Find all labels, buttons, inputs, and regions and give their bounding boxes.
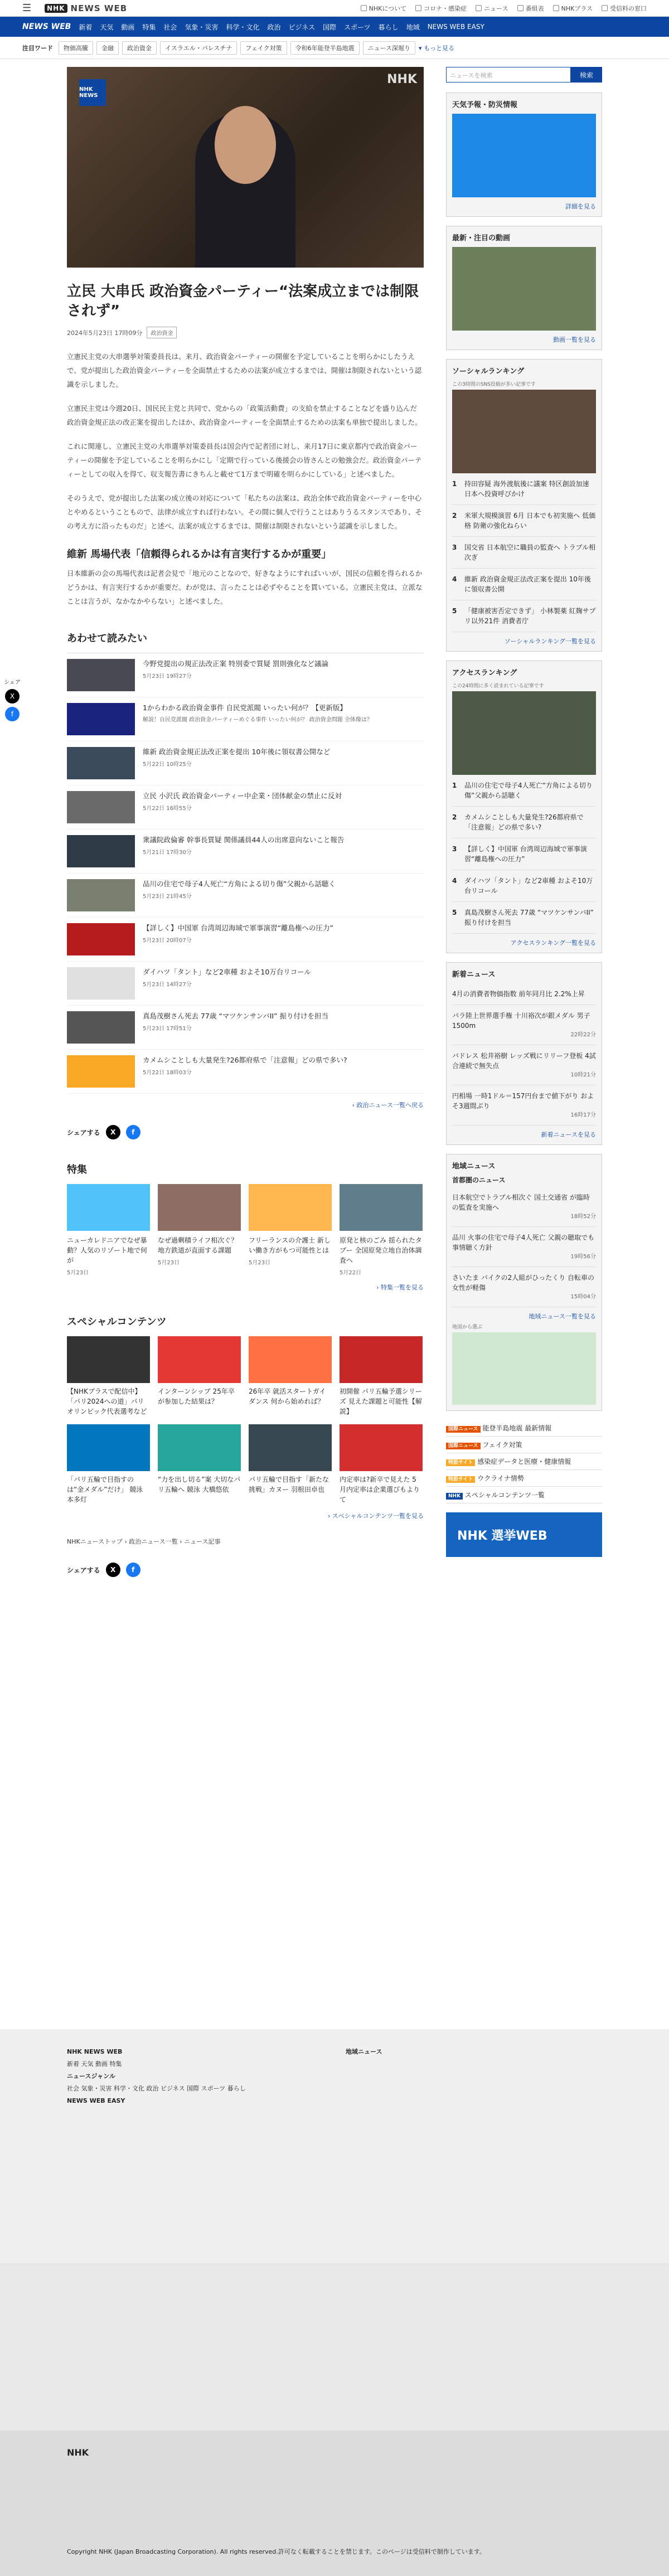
copyright: Copyright NHK (Japan Broadcasting Corporation). All rights reserved.許可なく転載することを禁じます。このページは受信料で制作しています。 <box>67 2548 486 2555</box>
related-list <box>67 653 424 1094</box>
search-input[interactable]: ニュースを検索 <box>446 67 571 83</box>
ranking-item[interactable]: 2 米軍大規模演習 6月 日本でも初実施へ 低価格 防衛の強化ねらい <box>452 505 596 537</box>
special-card[interactable]: パリ五輪で目指す「新たな挑戦」カヌー 羽根田卓也 <box>249 1424 332 1505</box>
nav-item[interactable]: 国際 <box>323 23 337 31</box>
election-banner[interactable]: NHK 選挙WEB <box>446 1512 602 1557</box>
top-link[interactable]: NHKについて <box>361 4 407 13</box>
nav-brand[interactable]: NEWS WEB <box>22 22 71 31</box>
top-link[interactable]: ニュース <box>476 4 508 13</box>
related-item[interactable]: 今野党提出の規正法改正案 特別委で質疑 罰則強化など議論 5月23日 19時27分 <box>67 653 424 697</box>
nav-item[interactable]: NEWS WEB EASY <box>427 23 484 31</box>
news-item[interactable]: バドレス 松井裕樹 レッズ戦にリリーフ登板 4試合連続で無失点 10時21分 <box>452 1045 596 1085</box>
ranking-item[interactable]: 3 国交省 日本航空に職員の監査へ トラブル相次ぎ <box>452 537 596 569</box>
nav-item[interactable]: 特集 <box>142 23 156 31</box>
news-more-link[interactable]: 新着ニュースを見る <box>541 1131 596 1138</box>
feature-card[interactable]: ニューカレドニアでなぜ暴動？人気のリゾート地で何が 5月23日 <box>67 1184 150 1276</box>
tag-link[interactable]: 特設サイト 感染症データと医療・健康情報 <box>446 1453 602 1470</box>
facebook-share-icon[interactable]: f <box>5 707 20 721</box>
article-paragraph: そのうえで、党が提出した法案の成立後の対応について「私たちの法案は、政治全体で政治資金パーティーを中心とやめるということもので、法律が成立すれば行わない。その間に個人で行うことはありうるスタンスであり、その考え方に沿ったものだ」と述べ、法案が成立するまでは、開催は制限されないという認識を示しました。 <box>67 494 422 531</box>
top-bar <box>0 0 669 17</box>
special-card[interactable]: 内定率は?新卒で見えた 5月内定率は企業選びもよりて <box>340 1424 423 1505</box>
article-paragraph: 立憲民主党の大串選挙対策委員長は、来月、政治資金パーティーの開催を予定していることを明らかにしたうえで、党が提出した政治資金パーティーを全面禁止するための法案が成立するまでは、開催は制限されないという認識を示しました。 <box>67 352 422 389</box>
special-card[interactable]: 26年卒 就活スタートガイダンス 何から始めれば？ <box>249 1336 332 1416</box>
related-more-link[interactable]: › 政治ニュース一覧へ戻る <box>352 1102 424 1109</box>
trending-chip[interactable]: 金融 <box>96 41 119 55</box>
special-more-link[interactable]: › スペシャルコンテンツ一覧を見る <box>327 1512 424 1520</box>
related-heading: あわせて読みたい <box>67 633 147 645</box>
ranking-item[interactable]: 1 品川の住宅で母子4人死亡“方角による切り傷”父親から話聴く <box>452 775 596 807</box>
tag-link[interactable]: NHK スペシャルコンテンツ一覧 <box>446 1487 602 1503</box>
related-item[interactable]: 真島茂樹さん死去 77歳 “マツケンサンバII” 振り付けを担当 5月23日 17時51分 <box>67 1006 424 1050</box>
article-date: 2024年5月23日 17時09分 <box>67 329 143 337</box>
nhk-logo: NHK <box>67 2447 89 2458</box>
news-item[interactable]: 日本航空でトラブル相次ぐ 国土交通省 が臨時の監査を実施へ 18時52分 <box>452 1187 596 1227</box>
special-card[interactable]: 「パリ五輪で目指すのは“金メダル”だけ」 競泳 本多灯 <box>67 1424 150 1505</box>
local-more-link[interactable]: 地域ニュース一覧を見る <box>529 1313 596 1320</box>
ranking-item[interactable]: 4 維新 政治資金規正法改正案を提出 10年後に領収書公開 <box>452 569 596 600</box>
trending-chip[interactable]: 令和6年能登半島地震 <box>290 41 360 55</box>
special-card[interactable]: 初開催 パリ五輪予選シリーズ 見えた課題と可能性【解説】 <box>340 1336 423 1416</box>
article-main <box>67 67 424 1593</box>
related-item[interactable]: 1からわかる政治資金事件 自民党派閥 いったい何が？【更新版】 解説！自民党派閥 政治資金パーティーめぐる事件 いったい何が？ 政治資金問題 全体像は？ <box>67 697 424 741</box>
x-share-icon[interactable]: X <box>5 689 20 704</box>
main-nav <box>0 17 669 37</box>
search-box <box>446 67 602 83</box>
features-more-link[interactable]: › 特集一覧を見る <box>376 1284 424 1292</box>
top-link[interactable]: コロナ・感染症 <box>415 4 467 13</box>
news-item[interactable]: 4月の消費者物価指数 前年同月比 2.2%上昇 <box>452 983 596 1005</box>
top-link[interactable]: 受信料の窓口 <box>602 4 647 13</box>
related-item[interactable]: 【詳しく】中国軍 台湾周辺海域で軍事演習“離島権への圧力” 5月23日 20時07分 <box>67 918 424 962</box>
related-item[interactable]: 立民 小沢氏 政治資金パーティー中企業・団体献金の禁止に反対 5月22日 16時55分 <box>67 785 424 829</box>
x-share-icon[interactable]: X <box>106 1563 120 1577</box>
nav-item[interactable]: 科学・文化 <box>226 23 260 31</box>
nav-item[interactable]: 動画 <box>121 23 135 31</box>
trending-chip[interactable]: 政治資金 <box>122 41 157 55</box>
news-item[interactable]: パラ陸上世界選手権 十川裕次が銀メダル 男子1500m 22時22分 <box>452 1005 596 1045</box>
x-share-icon[interactable]: X <box>106 1125 120 1139</box>
special-tags <box>446 1420 602 1503</box>
feature-card[interactable]: フリーランスの介護士 新しい働き方がもつ可能性とは 5月23日 <box>249 1184 332 1276</box>
special-grid <box>67 1336 424 1505</box>
related-item[interactable]: 維新 政治資金規正法改正案を提出 10年後に領収書公開など 5月22日 10時25分 <box>67 741 424 785</box>
breadcrumb: NHKニューストップ › 政治ニュース一覧 › ニュース記事 <box>67 1538 221 1546</box>
sidebar <box>446 67 602 1593</box>
footer-bottom <box>0 2431 669 2576</box>
menu-icon[interactable]: ☰ <box>22 2 32 14</box>
footer-sns <box>0 2263 669 2431</box>
weather-box[interactable]: 天気予報・防災情報 詳細を見る <box>446 93 602 217</box>
news-item[interactable]: さいたま バイクの2人組がひったくり 自転車の女性が軽傷 15時04分 <box>452 1267 596 1307</box>
news-item[interactable]: 円相場 一時1ドル＝157円台まで値下がり およそ3週間ぶり 16時17分 <box>452 1085 596 1126</box>
news-item[interactable]: 品川 火事の住宅で母子4人死亡 父親の聴取でも事情聴く方針 19時56分 <box>452 1227 596 1267</box>
share-bar-bottom: シェアする X f <box>67 1563 424 1577</box>
tag-link[interactable]: 特設サイト ウクライナ情勢 <box>446 1470 602 1487</box>
share-bar: シェアする X f <box>67 1125 424 1139</box>
article-tag[interactable]: 政治資金 <box>147 327 177 338</box>
social-ranking: ソーシャルランキング この3時間のSNS投稿が多い記事です 1 持田容疑 海外渡航後に議案 特区創設加速 日本へ投資呼びかけ 2 米軍大規模演習 6月 日本でも初実施へ 低価格 防衛の強化ねらい 3 国交省 日本航空に職員の監査へ トラブル相次ぎ 4 維新 政治資金規正法改正案を提出 10年後に領収書公開 5 「健康被害否定できず」 小林製薬 紅麹サプリ以外21件 消費者庁 ソーシャルランキング一覧を見る <box>446 359 602 652</box>
nav-item[interactable]: 政治 <box>267 23 281 31</box>
ranking-item[interactable]: 4 ダイハツ「タント」など2車種 およそ10万台リコール <box>452 870 596 902</box>
site-logo[interactable]: NHK NEWS WEB <box>45 3 127 13</box>
region-map[interactable] <box>452 1332 596 1405</box>
access-ranking: アクセスランキング この24時間に多く読まれている記事です 1 品川の住宅で母子4人死亡“方角による切り傷”父親から話聴く 2 カメムシことしも大量発生?26都府県で「注意報」どの県で多い? 3 【詳しく】中国軍 台湾周辺海域で軍事演習“離島権への圧力” 4 ダイハツ「タント」など2車種 およそ10万台リコール 5 真島茂樹さん死去 77歳 “マツケンサンバII” 振り付けを担当 アクセスランキング一覧を見る <box>446 661 602 953</box>
local-news: 地域ニュース 首都圏のニュース 日本航空でトラブル相次ぐ 国土交通省 が臨時の監査を実施へ 18時52分 品川 火事の住宅で母子4人死亡 父親の聴取でも事情聴く方針 19時56分 さいたま バイクの2人組がひったくり 自転車の女性が軽傷 15時04分 地域ニュース一覧を見る 地図から選ぶ <box>446 1154 602 1411</box>
article-paragraph: 日本維新の会の馬場代表は記者会見で「地元のことなので、好きなようにすればいいが、国民の信頼を得られるかどうかは、有言実行するかが重要だ。わが党は、言ったことは必ずやることを貫いている。立憲民主党は、立派なことは言うが、なかなかやらない」と述べました。 <box>67 569 423 606</box>
related-item[interactable]: 衆議院政倫審 幹事長質疑 関係議員44人の出席意向ないこと報告 5月21日 17時30分 <box>67 829 424 874</box>
article-subheading: 維新 馬場代表「信頼得られるかは有言実行するかが重要」 <box>67 549 332 561</box>
trending-label: 注目ワード <box>22 44 53 52</box>
special-heading: スペシャルコンテンツ <box>67 1316 167 1328</box>
nhk-news-badge: NHK NEWS <box>79 79 106 106</box>
trending-words <box>0 37 669 59</box>
related-item[interactable]: 品川の住宅で母子4人死亡“方角による切り傷”父親から話聴く 5月23日 21時45分 <box>67 874 424 918</box>
footer-nav: NHK NEWS WEB 新着 天気 動画 特集 ニュースジャンル 社会 気象・災害 科学・文化 政治 ビジネス 国際 スポーツ 暮らし NEWS WEB EASY 地域ニュース <box>0 2029 669 2263</box>
social-more-link[interactable]: ソーシャルランキング一覧を見る <box>504 638 596 645</box>
ranking-item[interactable]: 3 【詳しく】中国軍 台湾周辺海域で軍事演習“離島権への圧力” <box>452 838 596 870</box>
facebook-share-icon[interactable]: f <box>126 1125 140 1139</box>
search-button[interactable]: 検索 <box>571 67 602 83</box>
nav-item[interactable]: 地域 <box>406 23 420 31</box>
ranking-item[interactable]: 5 「健康被害否定できず」 小林製薬 紅麹サプリ以外21件 消費者庁 <box>452 600 596 632</box>
nav-item[interactable]: スポーツ <box>344 23 371 31</box>
special-card[interactable]: インターンシップ 25年卒が参加した結果は？ <box>158 1336 241 1416</box>
related-item[interactable]: ダイハツ「タント」など2車種 およそ10万台リコール 5月23日 14時27分 <box>67 962 424 1006</box>
article-paragraph: 立憲民主党は今週20日、国民民主党と共同で、党からの「政策活動費」の支給を禁止することなどを盛り込んだ政治資金規正法の改正案を提出したほか、政治資金パーティーを全面禁止するための法案も単独で提出しました。 <box>67 404 422 427</box>
article-paragraph: これに関連し、立憲民主党の大串選挙対策委員長は国会内で記者団に対し、来月17日に東京都内で政治資金パーティーの開催を予定していることを明らかにし「定期で行っている後援会の皆さんとの勉強会だ。政治資金パーティーとしての収入を得て、収支報告書にきちんと載せて1万まで明確を明らかにしている」と述べました。 <box>67 442 422 479</box>
tag-link[interactable]: 国際ニュース フェイク対策 <box>446 1437 602 1453</box>
region-select[interactable]: 首都圏のニュース <box>452 1176 506 1184</box>
nav-item[interactable]: 社会 <box>163 23 177 31</box>
top-link[interactable]: NHKプラス <box>553 4 593 13</box>
ranking-item[interactable]: 2 カメムシことしも大量発生?26都府県で「注意報」どの県で多い? <box>452 807 596 838</box>
top-link[interactable]: 番組表 <box>517 4 544 13</box>
trending-chip[interactable]: イスラエル・パレスチナ <box>160 41 237 55</box>
access-more-link[interactable]: アクセスランキング一覧を見る <box>510 939 596 947</box>
features-heading: 特集 <box>67 1164 87 1176</box>
tag-link[interactable]: 国際ニュース 能登半島地震 最新情報 <box>446 1420 602 1437</box>
nav-item[interactable]: 暮らし <box>378 23 399 31</box>
latest-news: 新着ニュース 4月の消費者物価指数 前年同月比 2.2%上昇 パラ陸上世界選手権 十川裕次が銀メダル 男子1500m 22時22分 バドレス 松井裕樹 レッズ戦にリリーフ登板 4試合連続で無失点 10時21分 円相場 一時1ドル＝157円台まで値下がり およそ3週間ぶり 16時17分 新着ニュースを見る <box>446 962 602 1145</box>
article-photo: NHK NEWS NHK <box>67 67 424 268</box>
feature-card[interactable]: なぜ過剰積ライフ相次ぐ？ 地方鉄道が直面する課題 5月23日 <box>158 1184 241 1276</box>
floating-share: シェア X f <box>2 677 22 721</box>
nav-item[interactable]: 天気 <box>100 23 114 31</box>
facebook-share-icon[interactable]: f <box>126 1563 140 1577</box>
trending-more-link[interactable]: ▾ もっと見る <box>419 44 455 52</box>
feature-card[interactable]: 原発と核のごみ 揺られたタブー 全国原発立地自治体調査へ 5月22日 <box>340 1184 423 1276</box>
video-box[interactable]: 最新・注目の動画 動画一覧を見る <box>446 226 602 350</box>
nav-item[interactable]: 気象・災害 <box>185 23 219 31</box>
trending-chip[interactable]: ニュース深堀り <box>363 41 415 55</box>
nav-item[interactable]: ビジネス <box>288 23 316 31</box>
related-item[interactable]: カメムシことしも大量発生?26都府県で「注意報」どの県で多い? 5月22日 18時03分 <box>67 1050 424 1094</box>
nav-item[interactable]: 新着 <box>79 23 93 31</box>
trending-chip[interactable]: 物価高騰 <box>59 41 93 55</box>
features-grid <box>67 1184 424 1276</box>
special-card[interactable]: “力を出し切る”案 大切なパリ五輪へ 競泳 大橋悠依 <box>158 1424 241 1505</box>
ranking-item[interactable]: 5 真島茂樹さん死去 77歳 “マツケンサンバII” 振り付けを担当 <box>452 902 596 934</box>
special-card[interactable]: 【NHKプラスで配信中】「パリ2024への道」パリオリンピック代表選考など <box>67 1336 150 1416</box>
article-title: 立民 大串氏 政治資金パーティー“法案成立までは制限されず” <box>67 283 419 320</box>
trending-chip[interactable]: フェイク対策 <box>240 41 287 55</box>
ranking-item[interactable]: 1 持田容疑 海外渡航後に議案 特区創設加速 日本へ投資呼びかけ <box>452 473 596 505</box>
